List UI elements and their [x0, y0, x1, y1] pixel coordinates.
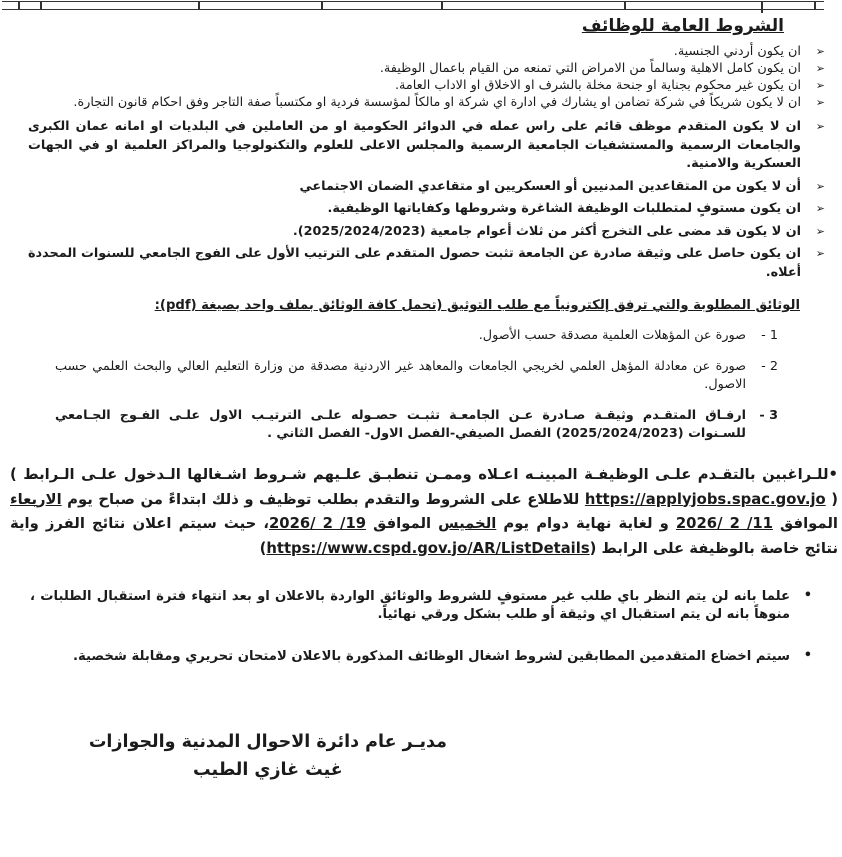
condition-item — [28, 118, 828, 174]
note-text: علما بانه لن يتم النظر باي طلب غير مستوفٍ للشروط والوثائق الواردة بالاعلان او بعد انتهاء فترة استقبال الطلبات ، منوهاً بانه لن يتم استقبال اي وثيقة أو طلب بشكل ورقي نهائياً. — [30, 589, 790, 622]
signature-title: مديـر عام دائرة الاحوال المدنية والجوازات — [88, 731, 447, 752]
table-column-divider — [321, 2, 323, 9]
document-item — [55, 358, 778, 394]
start-day: الاربعاء — [10, 490, 62, 508]
arrow-bullet-icon: ➢ — [815, 45, 825, 58]
condition-item — [28, 61, 828, 77]
note-item — [30, 588, 812, 623]
table-column-divider — [40, 2, 42, 9]
arrow-bullet-icon: ➢ — [815, 179, 825, 193]
arrow-bullet-icon: ➢ — [815, 79, 825, 92]
table-bottom-border — [2, 1, 824, 10]
paren: ) — [589, 539, 597, 557]
document-number: 2 - — [761, 359, 778, 374]
condition-text: ان يكون أردني الجنسية. — [673, 44, 801, 59]
arrow-bullet-icon: ➢ — [815, 96, 825, 109]
arrow-bullet-icon: ➢ — [815, 202, 825, 215]
apply-text: للاطلاع على الشروط والتقدم بطلب توظيف و ذلك ابتداءً من صباح يوم — [61, 490, 585, 508]
document-item — [55, 407, 778, 443]
condition-item — [28, 223, 828, 242]
documents-list — [55, 327, 778, 443]
document-text: ارفـاق المتقـدم وثيقـة صـادرة عـن الجامعـة تثبـت حصـوله علـى الترتيـب الاول علـى الفـوج الجـامعي للسـنوات (2025/2024/2023) الفصل الصيفي-الفصل الاول- الفصل الثاني . — [55, 408, 746, 441]
condition-text: أن لا يكون من المتقاعدين المدنيين أو العسكريين او متقاعدي الضمان الاجتماعي — [299, 178, 801, 194]
condition-text: ان يكون مستوفٍ لمتطلبات الوظيفة الشاغرة وشروطها وكفاياتها الوظيفية. — [327, 201, 801, 216]
paren: ( — [259, 539, 267, 557]
document-number: 1 - — [761, 328, 778, 343]
condition-item — [28, 95, 828, 111]
table-column-divider — [441, 2, 443, 9]
condition-item — [28, 245, 828, 282]
notes-list — [30, 588, 812, 666]
condition-item — [28, 44, 828, 60]
document-text: صورة عن معادلة المؤهل العلمي لخريجي الجامعات والمعاهد غير الاردنية مصدقة من وزارة التعليم العالي والبحث العلمي حسب الاصول. — [55, 359, 746, 392]
table-column-divider — [198, 2, 200, 9]
condition-item — [28, 78, 828, 94]
arrow-bullet-icon: ➢ — [815, 120, 825, 133]
condition-text: ان لا يكون المتقدم موظف قائم على راس عمله في الدوائر الحكومية او من العاملين في البلديات او امانه عمان الكبرى والجامعات الرسمية والمستشفيات الجامعية الرسمية والمجلس الاعلى للعلوم والتكنولوجيا والمراكز العلمية او في الجهات العسكرية والامنية. — [28, 119, 801, 171]
documents-heading: الوثائق المطلوبة والتي ترفق إلكترونياً مع طلب التوثيق (تحمل كافة الوثائق بملف واحد بصيغة (pdf): — [154, 298, 800, 313]
apply-text: الموافق — [772, 515, 838, 532]
end-date: 19/ 2 /2026 — [268, 515, 367, 532]
results-link[interactable]: https://www.cspd.gov.jo/AR/ListDetails — [266, 539, 590, 557]
arrow-bullet-icon: ➢ — [815, 247, 825, 260]
round-bullet-icon: • — [803, 648, 812, 663]
note-text: سيتم اخضاع المتقدمين المطابقين لشروط اشغال الوظائف المذكورة بالاعلان لامتحان تحريري ومقابلة شخصية. — [73, 649, 790, 664]
table-column-divider — [761, 2, 763, 13]
apply-text: ، حيث سيتم اعلان نتائج الفرز واية نتائج خاصة بالوظيفة على الرابط — [10, 515, 838, 557]
apply-text: للـراغبين بالتقـدم علـى الوظيفـة المبينـه اعـلاه وممـن تنطبـق علـيهم شـروط اشـغالها الـدخول علـى الـرابط — [16, 466, 829, 483]
table-column-divider — [624, 2, 626, 9]
arrow-bullet-icon: ➢ — [815, 224, 825, 238]
apply-text: و لغاية نهاية دوام يوم — [496, 515, 676, 532]
round-bullet-icon: • — [828, 466, 838, 483]
apply-text: الموافق — [366, 515, 439, 532]
apply-jobs-link[interactable]: https://applyjobs.spac.gov.jo — [584, 490, 826, 508]
condition-text: ان لا يكون شريكاً في شركة تضامن او يشارك في ادارة اي شركة او مالكاً لمؤسسة فردية او مكتسباً صفة التاجر وفق احكام قانون التجارة. — [73, 95, 801, 110]
table-column-divider — [814, 2, 816, 9]
application-instructions — [10, 463, 838, 561]
signature-block — [89, 728, 447, 784]
condition-text: ان لا يكون قد مضى على التخرج أكثر من ثلاث أعوام جامعية (2025/2024/2023). — [292, 223, 801, 239]
start-date: 11/ 2 /2026 — [675, 515, 773, 532]
conditions-list — [28, 44, 828, 282]
results-link-group — [260, 540, 597, 557]
document-text: صورة عن المؤهلات العلمية مصدقة حسب الأصول. — [478, 328, 746, 343]
arrow-bullet-icon: ➢ — [815, 62, 825, 75]
condition-text: ان يكون كامل الاهلية وسالماً من الامراض التي تمنعه من القيام باعمال الوظيفة. — [379, 61, 801, 76]
condition-text: ان يكون حاصل على وثيقة صادرة عن الجامعة تثبت حصول المتقدم على الترتيب الأول على الفوج الجامعي للسنوات المحددة أعلاه. — [28, 246, 801, 280]
paren: ) — [825, 490, 838, 508]
document-number: 3 - — [759, 408, 778, 423]
document-item — [55, 327, 778, 345]
paren: ( — [10, 466, 17, 483]
round-bullet-icon: • — [803, 588, 812, 603]
condition-item — [28, 200, 828, 219]
table-column-divider — [18, 2, 20, 9]
end-day: الخميس — [438, 515, 497, 532]
condition-text: ان يكون غير محكوم بجناية او جنحة مخلة بالشرف او الاخلاق او الاداب العامة. — [394, 78, 801, 93]
signature-name: غيث غازي الطيب — [193, 759, 343, 780]
page-title: الشروط العامة للوظائف — [581, 16, 784, 36]
note-item — [30, 648, 812, 666]
condition-item — [28, 178, 828, 197]
